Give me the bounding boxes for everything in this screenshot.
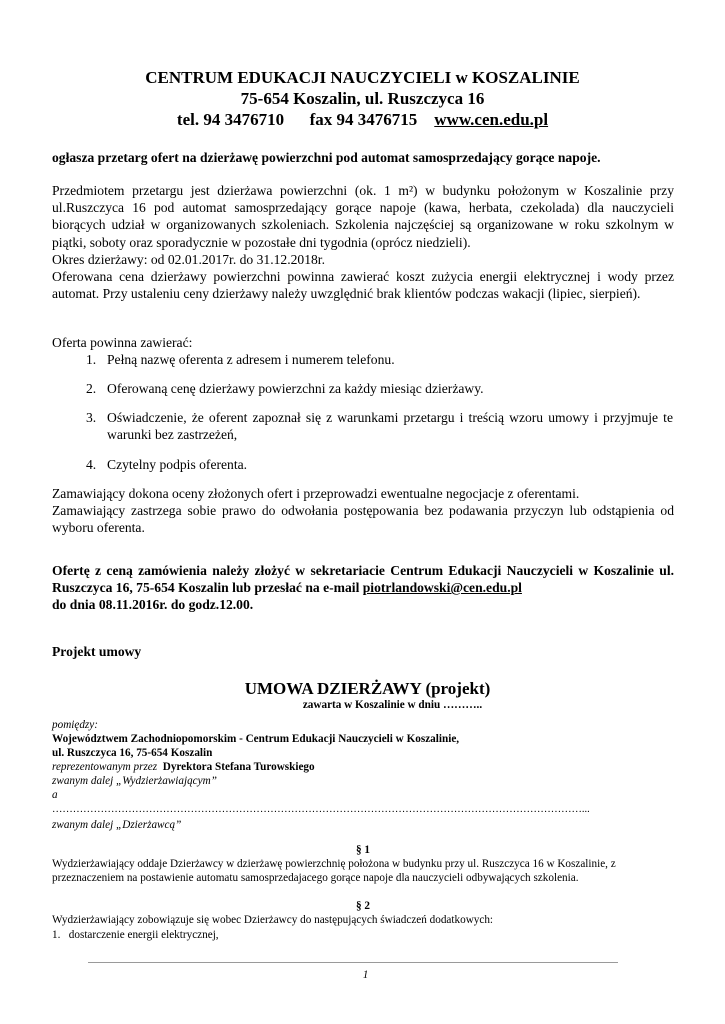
footer-divider: [88, 962, 618, 963]
offer-item-number: 1.: [86, 352, 97, 367]
section2-item-text: dostarczenie energii elektrycznej,: [68, 929, 219, 941]
reservation-paragraph: Zamawiający zastrzega sobie prawo do odwołania postępowania bez podawania przyczyn lub odstąpienia od wyboru oferenta.: [52, 503, 674, 536]
institution-name: CENTRUM EDUKACJI NAUCZYCIELI w KOSZALINIE: [145, 68, 580, 87]
description-paragraph: Przedmiotem przetargu jest dzierżawa powierzchni (ok. 1 m²) w budynku położonym w Koszalinie przy ul.Ruszczyca 16 pod automat samosprzedający gorące napoje (kawa, herbata, czekolada) dla nauczycieli biorących udział w organizowanych szkoleniach. Szkolenia najczęściej są organizowane w roku szkolnym w piątki, soboty oraz sporadycznie w pozostałe dni tygodnia (oprócz niedzieli).: [52, 183, 674, 250]
represented-by: [52, 760, 315, 774]
offer-item: Pełną nazwę oferenta z adresem i numerem telefonu.: [107, 352, 395, 367]
represented-label: reprezentowanym przez: [52, 761, 158, 773]
offer-item-number: 3.: [86, 410, 97, 425]
fax-number: fax 94 3476715: [309, 110, 418, 129]
institution-contact: [0, 110, 725, 130]
section2-text: Wydzierżawiający zobowiązuje się wobec Dzierżawcy do następujących świadczeń dodatkowych:: [52, 914, 494, 926]
submission-deadline: do dnia 08.11.2016r. do godz.12.00.: [52, 597, 254, 613]
offer-item: Oferowaną cenę dzierżawy powierzchni za każdy miesiąc dzierżawy.: [107, 381, 484, 396]
section2-item-number: 1.: [52, 929, 61, 941]
offer-item: Czytelny podpis oferenta.: [107, 457, 248, 472]
party1-name: Województwem Zachodniopomorskim - Centrum Edukacji Nauczycieli w Koszalinie,: [52, 733, 460, 745]
offer-item-number: 2.: [86, 381, 97, 396]
contract-title: UMOWA DZIERŻAWY (projekt): [244, 679, 491, 698]
project-label: Projekt umowy: [52, 644, 142, 659]
party2-dots: ………………………………………………………………………………………………………………………………………...: [52, 804, 590, 815]
offer-intro: Oferta powinna zawierać:: [52, 335, 193, 350]
section2-heading: § 2: [356, 900, 370, 912]
party1-called: zwanym dalej „Wydzierżawiającym”: [52, 775, 217, 787]
announcement-line: ogłasza przetarg ofert na dzierżawę powierzchni pod automat samosprzedający gorące napoje.: [52, 150, 601, 165]
email-link[interactable]: piotrlandowski@cen.edu.pl: [362, 580, 522, 596]
institution-address: 75-654 Koszalin, ul. Ruszczyca 16: [240, 89, 485, 108]
party2-called: zwanym dalej „Dzierżawcą”: [52, 819, 182, 831]
submission-paragraph: [52, 562, 674, 614]
and-label: a: [52, 789, 58, 801]
party1-address: ul. Ruszczyca 16, 75-654 Koszalin: [52, 747, 213, 759]
lease-period: Okres dzierżawy: od 02.01.2017r. do 31.12.2018r.: [52, 252, 325, 267]
evaluation-paragraph: Zamawiający dokona oceny złożonych ofert i przeprowadzi ewentualne negocjacje z oferentami.: [52, 486, 580, 501]
between-label: pomiędzy:: [52, 719, 98, 731]
offer-item-number: 4.: [86, 457, 97, 472]
section2-item: [52, 928, 219, 942]
offer-item: Oświadczenie, że oferent zapoznał się z warunkami przetargu i treścią wzoru umowy i przyjmuje te warunki bez zastrzeżeń,: [107, 410, 673, 443]
website-link[interactable]: www.cen.edu.pl: [434, 110, 549, 129]
submission-text: Ofertę z ceną zamówienia należy złożyć w sekretariacie Centrum Edukacji Nauczycieli w Koszalinie ul. Ruszczyca 16, 75-654 Koszalin lub przesłać na e-mail: [52, 563, 674, 596]
price-paragraph: Oferowana cena dzierżawy powierzchni powinna zawierać koszt zużycia energii elektrycznej i wody przez automat. Przy ustaleniu ceny dzierżawy należy uwzględnić brak klientów podczas wakacji (lipiec, sierpień).: [52, 269, 674, 302]
contract-subtitle: zawarta w Koszalinie w dniu ………..: [302, 699, 483, 711]
section1-heading: § 1: [356, 844, 370, 856]
phone-number: tel. 94 3476710: [176, 110, 285, 129]
represented-name: Dyrektora Stefana Turowskiego: [162, 761, 315, 773]
section1-text: Wydzierżawiający oddaje Dzierżawcy w dzierżawę powierzchnię położona w budynku przy ul. Ruszczyca 16 w Koszalinie, z przeznaczeniem na postawienie automatu samosprzedajacego gorące napoje dla nauczycieli odbywających szkolenia.: [52, 858, 616, 884]
page-number: 1: [362, 969, 369, 981]
